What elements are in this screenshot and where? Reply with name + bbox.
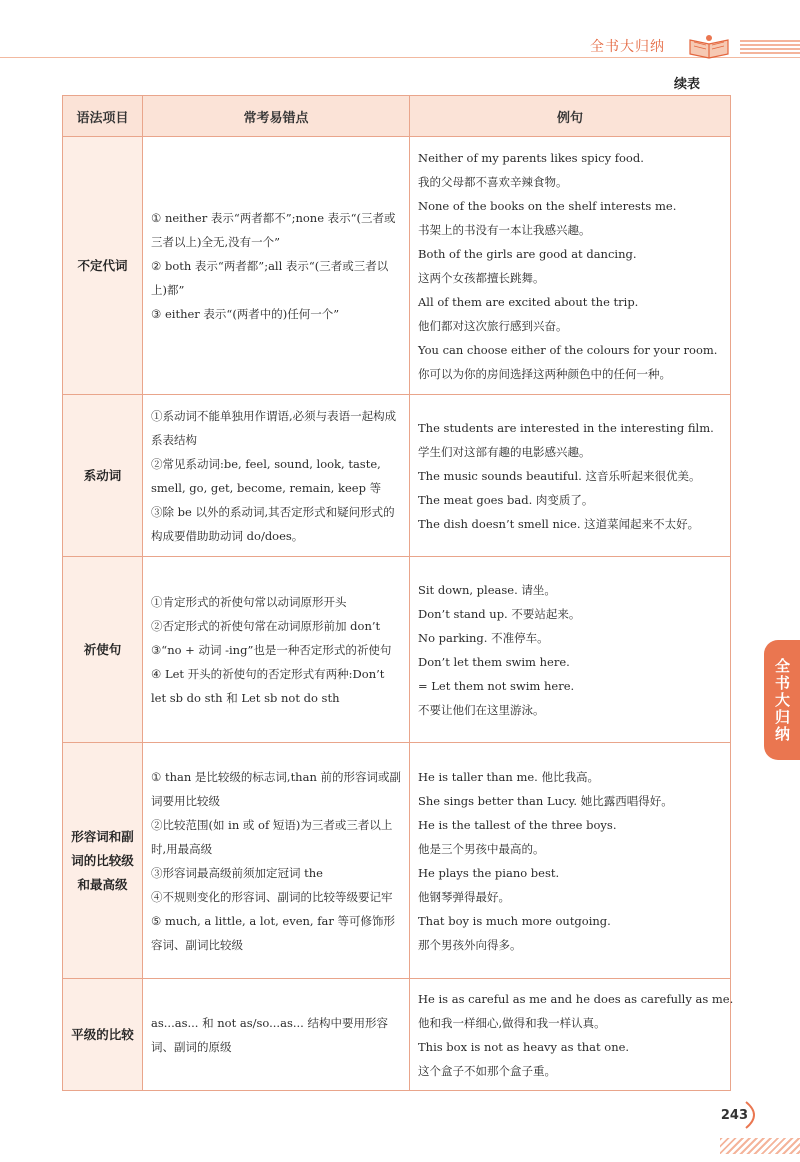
example-line: The meat goes bad. 肉变质了。	[418, 492, 594, 507]
example-line: 他和我一样细心,做得和我一样认真。	[418, 1015, 606, 1030]
column-header-points: 常考易错点	[143, 96, 410, 137]
examples-cell	[410, 557, 731, 743]
example-line: 那个男孩外向得多。	[418, 937, 522, 952]
example-line: 他们都对这次旅行感到兴奋。	[418, 318, 568, 333]
grammar-item: 系动词	[63, 395, 143, 557]
header-stripes-decoration	[740, 40, 800, 54]
grammar-table	[62, 95, 734, 1091]
example-line: = Let them not swim here.	[418, 678, 575, 693]
example-line: 这两个女孩都擅长跳舞。	[418, 270, 545, 285]
example-line: He is the tallest of the three boys.	[418, 817, 617, 832]
example-line: 他钢琴弹得最好。	[418, 889, 510, 904]
key-point: ③“no + 动词 -ing”也是一种否定形式的祈使句	[151, 642, 392, 657]
key-points-cell	[143, 557, 410, 743]
example-line: 我的父母都不喜欢辛辣食物。	[418, 174, 568, 189]
example-line: 学生们对这部有趣的电影感兴趣。	[418, 444, 591, 459]
example-line: He is as careful as me and he does as carefully as me.	[418, 991, 734, 1006]
examples-cell	[410, 395, 731, 557]
column-header-item: 语法项目	[63, 96, 143, 137]
footer-stripes-decoration	[720, 1138, 800, 1154]
key-point: ②常见系动词:be, feel, sound, look, taste, smell, go, get, become, remain, keep 等	[151, 456, 382, 495]
example-line: None of the books on the shelf interests me.	[418, 198, 677, 213]
continued-label: 续表	[673, 77, 700, 92]
key-point: ①系动词不能单独用作谓语,必须与表语一起构成系表结构	[151, 408, 397, 447]
header-title: 全书大归纳	[590, 39, 665, 55]
key-points-cell	[143, 979, 410, 1091]
example-line: 你可以为你的房间选择这两种颜色中的任何一种。	[418, 366, 671, 381]
example-line: He plays the piano best.	[418, 865, 560, 880]
key-point: ④ Let 开头的祈使句的否定形式有两种:Don’t let sb do sth 和 Let sb not do sth	[151, 666, 385, 705]
key-points-cell	[143, 137, 410, 395]
examples-cell	[410, 137, 731, 395]
example-line: Neither of my parents likes spicy food.	[418, 150, 644, 165]
example-line: No parking. 不准停车。	[418, 630, 549, 645]
examples-cell	[410, 979, 734, 1091]
table-row	[63, 395, 731, 557]
key-point: ③除 be 以外的系动词,其否定形式和疑问形式的构成要借助助动词 do/does。	[151, 504, 395, 543]
table-row	[63, 979, 731, 1091]
example-line: All of them are excited about the trip.	[418, 294, 639, 309]
table-header-row	[63, 96, 731, 137]
key-point: ②比较范围(如 in 或 of 短语)为三者或三者以上时,用最高级	[151, 817, 393, 856]
example-line: 这个盒子不如那个盒子重。	[418, 1063, 556, 1078]
example-line: She sings better than Lucy. 她比露西唱得好。	[418, 793, 673, 808]
key-point: ①肯定形式的祈使句常以动词原形开头	[151, 594, 347, 609]
key-points-cell	[143, 743, 410, 979]
book-icon	[686, 32, 732, 60]
example-line: The dish doesn’t smell nice. 这道菜闻起来不太好。	[418, 516, 700, 531]
key-point: ④不规则变化的形容词、副词的比较等级要记牢	[151, 889, 393, 904]
key-point: ① neither 表示“两者都不”;none 表示“(三者或三者以上)全无,没有一个”	[151, 210, 396, 249]
key-point: ③ either 表示“(两者中的)任何一个”	[151, 306, 340, 321]
key-point: as...as... 和 not as/so...as... 结构中要用形容词、副词的原级	[151, 1015, 388, 1054]
grammar-item: 不定代词	[63, 137, 143, 395]
example-line: You can choose either of the colours for your room.	[418, 342, 718, 357]
example-line: The music sounds beautiful. 这音乐听起来很优美。	[418, 468, 701, 483]
page-header	[0, 0, 800, 95]
key-point: ②否定形式的祈使句常在动词原形前加 don’t	[151, 618, 381, 633]
example-line: He is taller than me. 他比我高。	[418, 769, 599, 784]
side-chapter-tab: 全书大归纳	[764, 640, 800, 760]
examples-cell	[410, 743, 731, 979]
key-points-cell	[143, 395, 410, 557]
table-row	[63, 743, 731, 979]
header-divider	[0, 57, 800, 58]
grammar-item: 平级的比较	[63, 979, 143, 1091]
example-line: Don’t let them swim here.	[418, 654, 570, 669]
example-line: The students are interested in the interesting film.	[418, 420, 714, 435]
example-line: Don’t stand up. 不要站起来。	[418, 606, 581, 621]
example-line: 他是三个男孩中最高的。	[418, 841, 545, 856]
example-line: 不要让他们在这里游泳。	[418, 702, 545, 717]
table-row	[63, 137, 731, 395]
example-line: That boy is much more outgoing.	[418, 913, 611, 928]
grammar-item: 祈使句	[63, 557, 143, 743]
key-point: ⑤ much, a little, a lot, even, far 等可修饰形容词、副词比较级	[151, 913, 395, 952]
key-point: ③形容词最高级前须加定冠词 the	[151, 865, 323, 880]
column-header-examples: 例句	[410, 96, 731, 137]
key-point: ② both 表示“两者都”;all 表示“(三者或三者以上)都”	[151, 258, 389, 297]
key-point: ① than 是比较级的标志词,than 前的形容词或副词要用比较级	[151, 769, 402, 808]
example-line: Both of the girls are good at dancing.	[418, 246, 637, 261]
page-number: 243	[720, 1108, 748, 1123]
table-row	[63, 557, 731, 743]
grammar-item: 形容词和副词的比较级和最高级	[63, 743, 143, 979]
example-line: Sit down, please. 请坐。	[418, 582, 556, 597]
example-line: 书架上的书没有一本让我感兴趣。	[418, 222, 591, 237]
example-line: This box is not as heavy as that one.	[418, 1039, 630, 1054]
